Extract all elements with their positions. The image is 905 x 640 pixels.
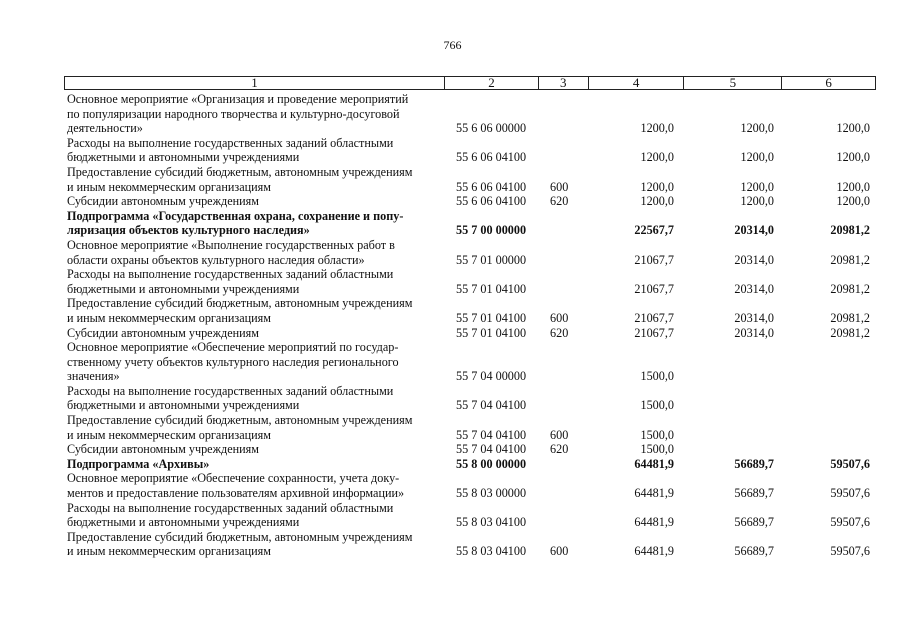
description-line: Подпрограмма «Архивы» xyxy=(67,456,210,471)
row-value-col6: 1200,0 xyxy=(836,194,870,209)
row-description xyxy=(64,92,444,136)
row-value-col5: 20314,0 xyxy=(734,281,774,296)
description-line: деятельности» xyxy=(67,121,143,136)
row-description xyxy=(64,296,444,325)
row-description xyxy=(64,442,444,457)
table-row xyxy=(64,501,876,530)
row-code: 55 7 04 04100 xyxy=(456,442,527,457)
row-value-col4: 64481,9 xyxy=(634,486,674,501)
row-value-col6: 20981,2 xyxy=(830,252,870,267)
row-value-col6: 1200,0 xyxy=(836,150,870,165)
description-line: Подпрограмма «Государственная охрана, сохранение и попу- xyxy=(67,208,404,223)
row-value-col6: 1200,0 xyxy=(836,121,870,136)
table-row xyxy=(64,442,876,457)
row-expense-type: 600 xyxy=(550,310,569,325)
row-value-col6: 59507,6 xyxy=(830,456,870,471)
row-expense-type: 600 xyxy=(550,544,569,559)
table-row xyxy=(64,194,876,209)
row-value-col4: 1500,0 xyxy=(640,369,674,384)
row-description xyxy=(64,471,444,500)
row-description xyxy=(64,530,444,559)
column-header-4: 4 xyxy=(588,77,684,89)
description-line: Основное мероприятие «Выполнение государственных работ в xyxy=(67,237,395,252)
row-value-col4: 21067,7 xyxy=(634,325,674,340)
column-header-6: 6 xyxy=(781,77,875,89)
row-value-col6: 59507,6 xyxy=(830,515,870,530)
row-value-col4: 64481,9 xyxy=(634,544,674,559)
description-line: Субсидии автономным учреждениям xyxy=(67,442,259,457)
row-value-col6: 20981,2 xyxy=(830,325,870,340)
row-code: 55 7 01 00000 xyxy=(456,252,527,267)
row-code: 55 8 03 04100 xyxy=(456,544,527,559)
row-code: 55 8 00 00000 xyxy=(456,456,527,471)
row-value-col4: 21067,7 xyxy=(634,252,674,267)
row-expense-type: 620 xyxy=(550,442,569,457)
row-value-col5: 1200,0 xyxy=(740,121,774,136)
row-code: 55 7 01 04100 xyxy=(456,281,527,296)
row-description xyxy=(64,384,444,413)
description-line: области охраны объектов культурного наследия области» xyxy=(67,252,365,267)
table-row xyxy=(64,209,876,238)
row-description xyxy=(64,340,444,384)
description-line: бюджетными и автономными учреждениями xyxy=(67,515,300,530)
table-row xyxy=(64,296,876,325)
row-value-col4: 1500,0 xyxy=(640,442,674,457)
description-line: ляризация объектов культурного наследия» xyxy=(67,223,310,238)
description-line: и иным некоммерческим организациям xyxy=(67,179,271,194)
description-line: Расходы на выполнение государственных заданий областными xyxy=(67,267,394,282)
description-line: Основное мероприятие «Обеспечение сохранности, учета доку- xyxy=(67,471,400,486)
row-value-col4: 1200,0 xyxy=(640,179,674,194)
description-line: Расходы на выполнение государственных заданий областными xyxy=(67,500,394,515)
row-expense-type: 620 xyxy=(550,325,569,340)
row-value-col5: 20314,0 xyxy=(734,310,774,325)
row-code: 55 7 04 04100 xyxy=(456,427,527,442)
row-code: 55 6 06 04100 xyxy=(456,179,527,194)
table-row xyxy=(64,238,876,267)
row-value-col5: 20314,0 xyxy=(734,325,774,340)
description-line: Субсидии автономным учреждениям xyxy=(67,194,259,209)
row-code: 55 7 04 00000 xyxy=(456,369,527,384)
row-description xyxy=(64,457,444,472)
table-row xyxy=(64,384,876,413)
row-value-col6: 59507,6 xyxy=(830,544,870,559)
row-value-col5: 1200,0 xyxy=(740,194,774,209)
table-row xyxy=(64,326,876,341)
row-description xyxy=(64,238,444,267)
table-row xyxy=(64,471,876,500)
description-line: и иным некоммерческим организациям xyxy=(67,427,271,442)
table-row xyxy=(64,413,876,442)
row-value-col6: 20981,2 xyxy=(830,223,870,238)
row-description xyxy=(64,413,444,442)
description-line: бюджетными и автономными учреждениями xyxy=(67,398,300,413)
row-code: 55 8 03 00000 xyxy=(456,486,527,501)
table-row xyxy=(64,165,876,194)
row-value-col4: 64481,9 xyxy=(634,515,674,530)
row-description xyxy=(64,194,444,209)
row-value-col5: 1200,0 xyxy=(740,179,774,194)
row-expense-type: 620 xyxy=(550,194,569,209)
row-code: 55 7 00 00000 xyxy=(456,223,527,238)
table-row xyxy=(64,267,876,296)
row-code: 55 8 03 04100 xyxy=(456,515,527,530)
row-expense-type: 600 xyxy=(550,427,569,442)
column-header-3: 3 xyxy=(538,77,588,89)
row-value-col4: 1200,0 xyxy=(640,194,674,209)
row-value-col6: 59507,6 xyxy=(830,486,870,501)
description-line: Субсидии автономным учреждениям xyxy=(67,325,259,340)
description-line: Предоставление субсидий бюджетным, автономным учреждениям xyxy=(67,164,413,179)
page-number: 766 xyxy=(443,38,462,52)
row-value-col5: 20314,0 xyxy=(734,252,774,267)
column-header-5: 5 xyxy=(683,77,781,89)
budget-table xyxy=(64,76,876,559)
description-line: и иным некоммерческим организациям xyxy=(67,310,271,325)
description-line: бюджетными и автономными учреждениями xyxy=(67,281,300,296)
row-code: 55 6 06 04100 xyxy=(456,194,527,209)
row-code: 55 6 06 04100 xyxy=(456,150,527,165)
row-description xyxy=(64,326,444,341)
row-description xyxy=(64,165,444,194)
row-code: 55 7 01 04100 xyxy=(456,325,527,340)
row-value-col4: 21067,7 xyxy=(634,310,674,325)
description-line: бюджетными и автономными учреждениями xyxy=(67,150,300,165)
row-code: 55 7 01 04100 xyxy=(456,310,527,325)
row-code: 55 7 04 04100 xyxy=(456,398,527,413)
row-value-col6: 20981,2 xyxy=(830,310,870,325)
description-line: Основное мероприятие «Обеспечение мероприятий по государ- xyxy=(67,340,399,355)
row-value-col4: 1500,0 xyxy=(640,427,674,442)
row-value-col5: 1200,0 xyxy=(740,150,774,165)
row-value-col5: 56689,7 xyxy=(734,486,774,501)
row-value-col4: 1200,0 xyxy=(640,121,674,136)
row-value-col6: 20981,2 xyxy=(830,281,870,296)
row-value-col5: 20314,0 xyxy=(734,223,774,238)
row-value-col4: 64481,9 xyxy=(634,456,674,471)
row-value-col4: 21067,7 xyxy=(634,281,674,296)
description-line: ственному учету объектов культурного наследия регионального xyxy=(67,354,399,369)
description-line: Предоставление субсидий бюджетным, автономным учреждениям xyxy=(67,296,413,311)
row-value-col4: 1200,0 xyxy=(640,150,674,165)
column-header-1: 1 xyxy=(251,75,258,90)
table-row xyxy=(64,136,876,165)
row-value-col4: 1500,0 xyxy=(640,398,674,413)
row-description xyxy=(64,136,444,165)
description-line: значения» xyxy=(67,369,120,384)
description-line: Основное мероприятие «Организация и проведение мероприятий xyxy=(67,92,409,106)
description-line: по популяризации народного творчества и культурно-досуговой xyxy=(67,106,400,121)
table-row xyxy=(64,530,876,559)
description-line: и иным некоммерческим организациям xyxy=(67,544,271,559)
description-line: Расходы на выполнение государственных заданий областными xyxy=(67,383,394,398)
table-body xyxy=(64,92,876,559)
column-header-2: 2 xyxy=(444,77,538,89)
row-description xyxy=(64,501,444,530)
description-line: Расходы на выполнение государственных заданий областными xyxy=(67,135,394,150)
row-value-col4: 22567,7 xyxy=(634,223,674,238)
table-header-row xyxy=(64,76,876,90)
description-line: ментов и предоставление пользователям архивной информации» xyxy=(67,486,405,501)
row-value-col5: 56689,7 xyxy=(734,544,774,559)
row-description xyxy=(64,267,444,296)
description-line: Предоставление субсидий бюджетным, автономным учреждениям xyxy=(67,529,413,544)
row-value-col6: 1200,0 xyxy=(836,179,870,194)
description-line: Предоставление субсидий бюджетным, автономным учреждениям xyxy=(67,413,413,428)
table-row xyxy=(64,340,876,384)
row-expense-type: 600 xyxy=(550,179,569,194)
table-row xyxy=(64,457,876,472)
table-row xyxy=(64,92,876,136)
row-description xyxy=(64,209,444,238)
row-value-col5: 56689,7 xyxy=(734,456,774,471)
row-value-col5: 56689,7 xyxy=(734,515,774,530)
row-code: 55 6 06 00000 xyxy=(456,121,527,136)
